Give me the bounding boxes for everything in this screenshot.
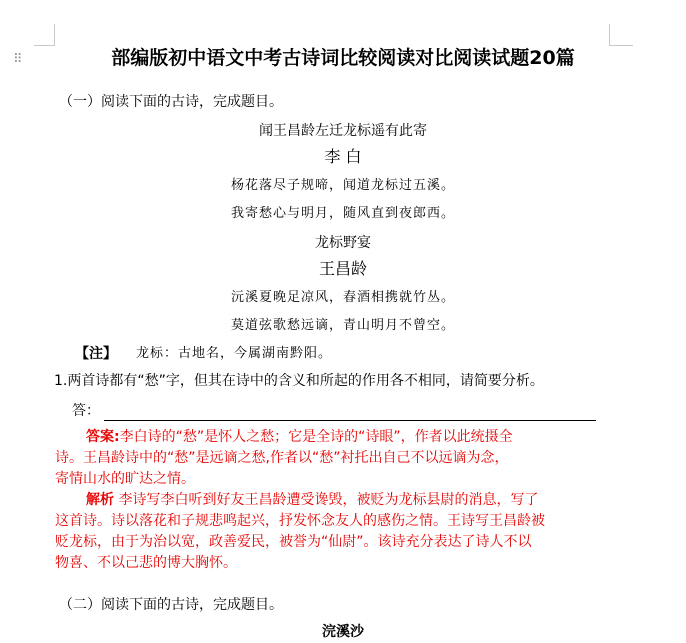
section-heading: （二）阅读下面的古诗，完成题目。 <box>59 597 283 613</box>
poem-author: 李 白 <box>324 147 362 166</box>
poem-title: 龙标野宴 <box>315 235 371 251</box>
poem-line: 莫道弦歌愁远谪，青山明月不曾空。 <box>230 318 455 333</box>
section-heading: （一）阅读下面的古诗，完成题目。 <box>59 94 283 110</box>
answer-line: 李白诗的“愁”是怀人之愁；它是全诗的“诗眼”，作者以此统摄全 <box>119 429 513 445</box>
analysis-label: 解析 <box>86 492 114 508</box>
answer-paragraph <box>55 427 617 490</box>
answer-line: 寄情山水的旷达之情。 <box>55 471 195 487</box>
note-label: 【注】 <box>75 346 117 362</box>
question-text: 1.两首诗都有“愁”字，但其在诗中的含义和所起的作用各不相同，请简要分析。 <box>54 373 544 389</box>
answer-prompt: 答： <box>72 403 100 419</box>
poem-line: 杨花落尽子规啼，闻道龙标过五溪。 <box>230 178 455 193</box>
answer-label: 答案: <box>86 429 120 445</box>
page-corner-mark <box>54 24 55 46</box>
drag-handle-icon[interactable]: ⠿ <box>13 52 23 67</box>
analysis-line: 这首诗。诗以落花和子规悲鸣起兴，抒发怀念友人的感伤之情。王诗写王昌龄被 <box>55 513 545 529</box>
answer-line: 诗。王昌龄诗中的“愁”是远谪之愁,作者以“愁”衬托出自己不以远谪为念， <box>55 450 509 466</box>
analysis-line: 李诗写李白听到好友王昌龄遭受谗毁，被贬为龙标县尉的消息，写了 <box>118 492 539 508</box>
poem-author: 王昌龄 <box>318 259 367 278</box>
analysis-line: 物喜、不以己悲的博大胸怀。 <box>55 555 237 571</box>
page-corner-mark <box>609 24 610 46</box>
document-title: 部编版初中语文中考古诗词比较阅读对比阅读试题20篇 <box>111 47 575 69</box>
poem-title: 浣溪沙 <box>322 624 364 640</box>
analysis-paragraph <box>55 490 617 574</box>
poem-line: 我寄愁心与明月，随风直到夜郎西。 <box>230 206 455 221</box>
analysis-line: 贬龙标，由于为治以宽，政善爱民，被誉为“仙尉”。该诗充分表达了诗人不以 <box>55 534 532 550</box>
poem-title: 闻王昌龄左迁龙标遥有此寄 <box>259 123 427 139</box>
answer-blank-line[interactable] <box>104 420 596 421</box>
poem-line: 沅溪夏晚足凉风，春酒相携就竹丛。 <box>230 290 455 305</box>
note-text: 龙标：古地名，今属湖南黔阳。 <box>136 346 333 361</box>
